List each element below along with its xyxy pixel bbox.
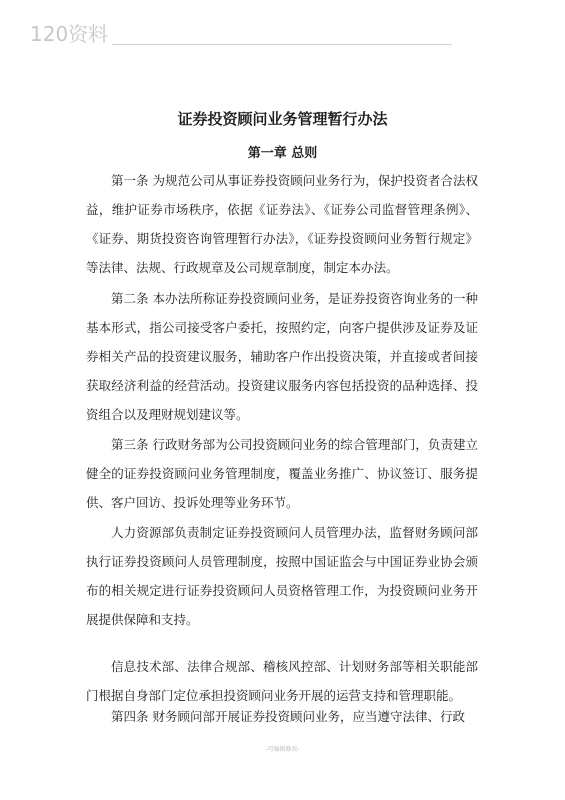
page-footer: -可编辑修改- xyxy=(265,746,300,753)
hr-department-paragraph: 人力资源部负责制定证券投资顾问人员管理办法，监督财务顾问部执行证券投资顾问人员管理制度，按照中国证监会与中国证券业协会颁布的相关规定进行证券投资顾问人员资格管理工作，为投资顾问业务开展提供保障和支持。 xyxy=(86,525,478,627)
article-3-paragraph: 第三条 行政财务部为公司投资顾问业务的综合管理部门，负责建立健全的证券投资顾问业务管理制度，覆盖业务推广、协议签订、服务提供、客户回访、投诉处理等业务环节。 xyxy=(86,437,478,510)
watermark-logo-text: 120资料 xyxy=(30,22,109,46)
document-title: 证券投资顾问业务管理暂行办法 xyxy=(177,110,388,128)
article-4-paragraph: 第四条 财务顾问部开展证券投资顾问业务，应当遵守法律、行政 xyxy=(111,709,465,724)
it-department-paragraph: 信息技术部、法律合规部、稽核风控部、计划财务部等相关职能部门根据自身部门定位承担投资顾问业务开展的运营支持和管理职能。 xyxy=(86,659,478,703)
chapter-heading: 第一章 总则 xyxy=(247,146,318,161)
header-divider xyxy=(112,44,452,45)
article-1-paragraph: 第一条 为规范公司从事证券投资顾问业务行为，保护投资者合法权益，维护证券市场秩序，依据《证券法》、《证券公司监督管理条例》、《证券、期货投资咨询管理暂行办法》，《证券投资顾问业务暂行规定》等法律、法规、行政规章及公司规章制度，制定本办法。 xyxy=(86,173,478,275)
article-2-paragraph: 第二条 本办法所称证券投资顾问业务，是证券投资咨询业务的一种基本形式，指公司接受客户委托，按照约定，向客户提供涉及证券及证券相关产品的投资建议服务，辅助客户作出投资决策，并直接或者间接获取经济利益的经营活动。投资建议服务内容包括投资的品种选择、投资组合以及理财规划建议等。 xyxy=(86,291,478,422)
